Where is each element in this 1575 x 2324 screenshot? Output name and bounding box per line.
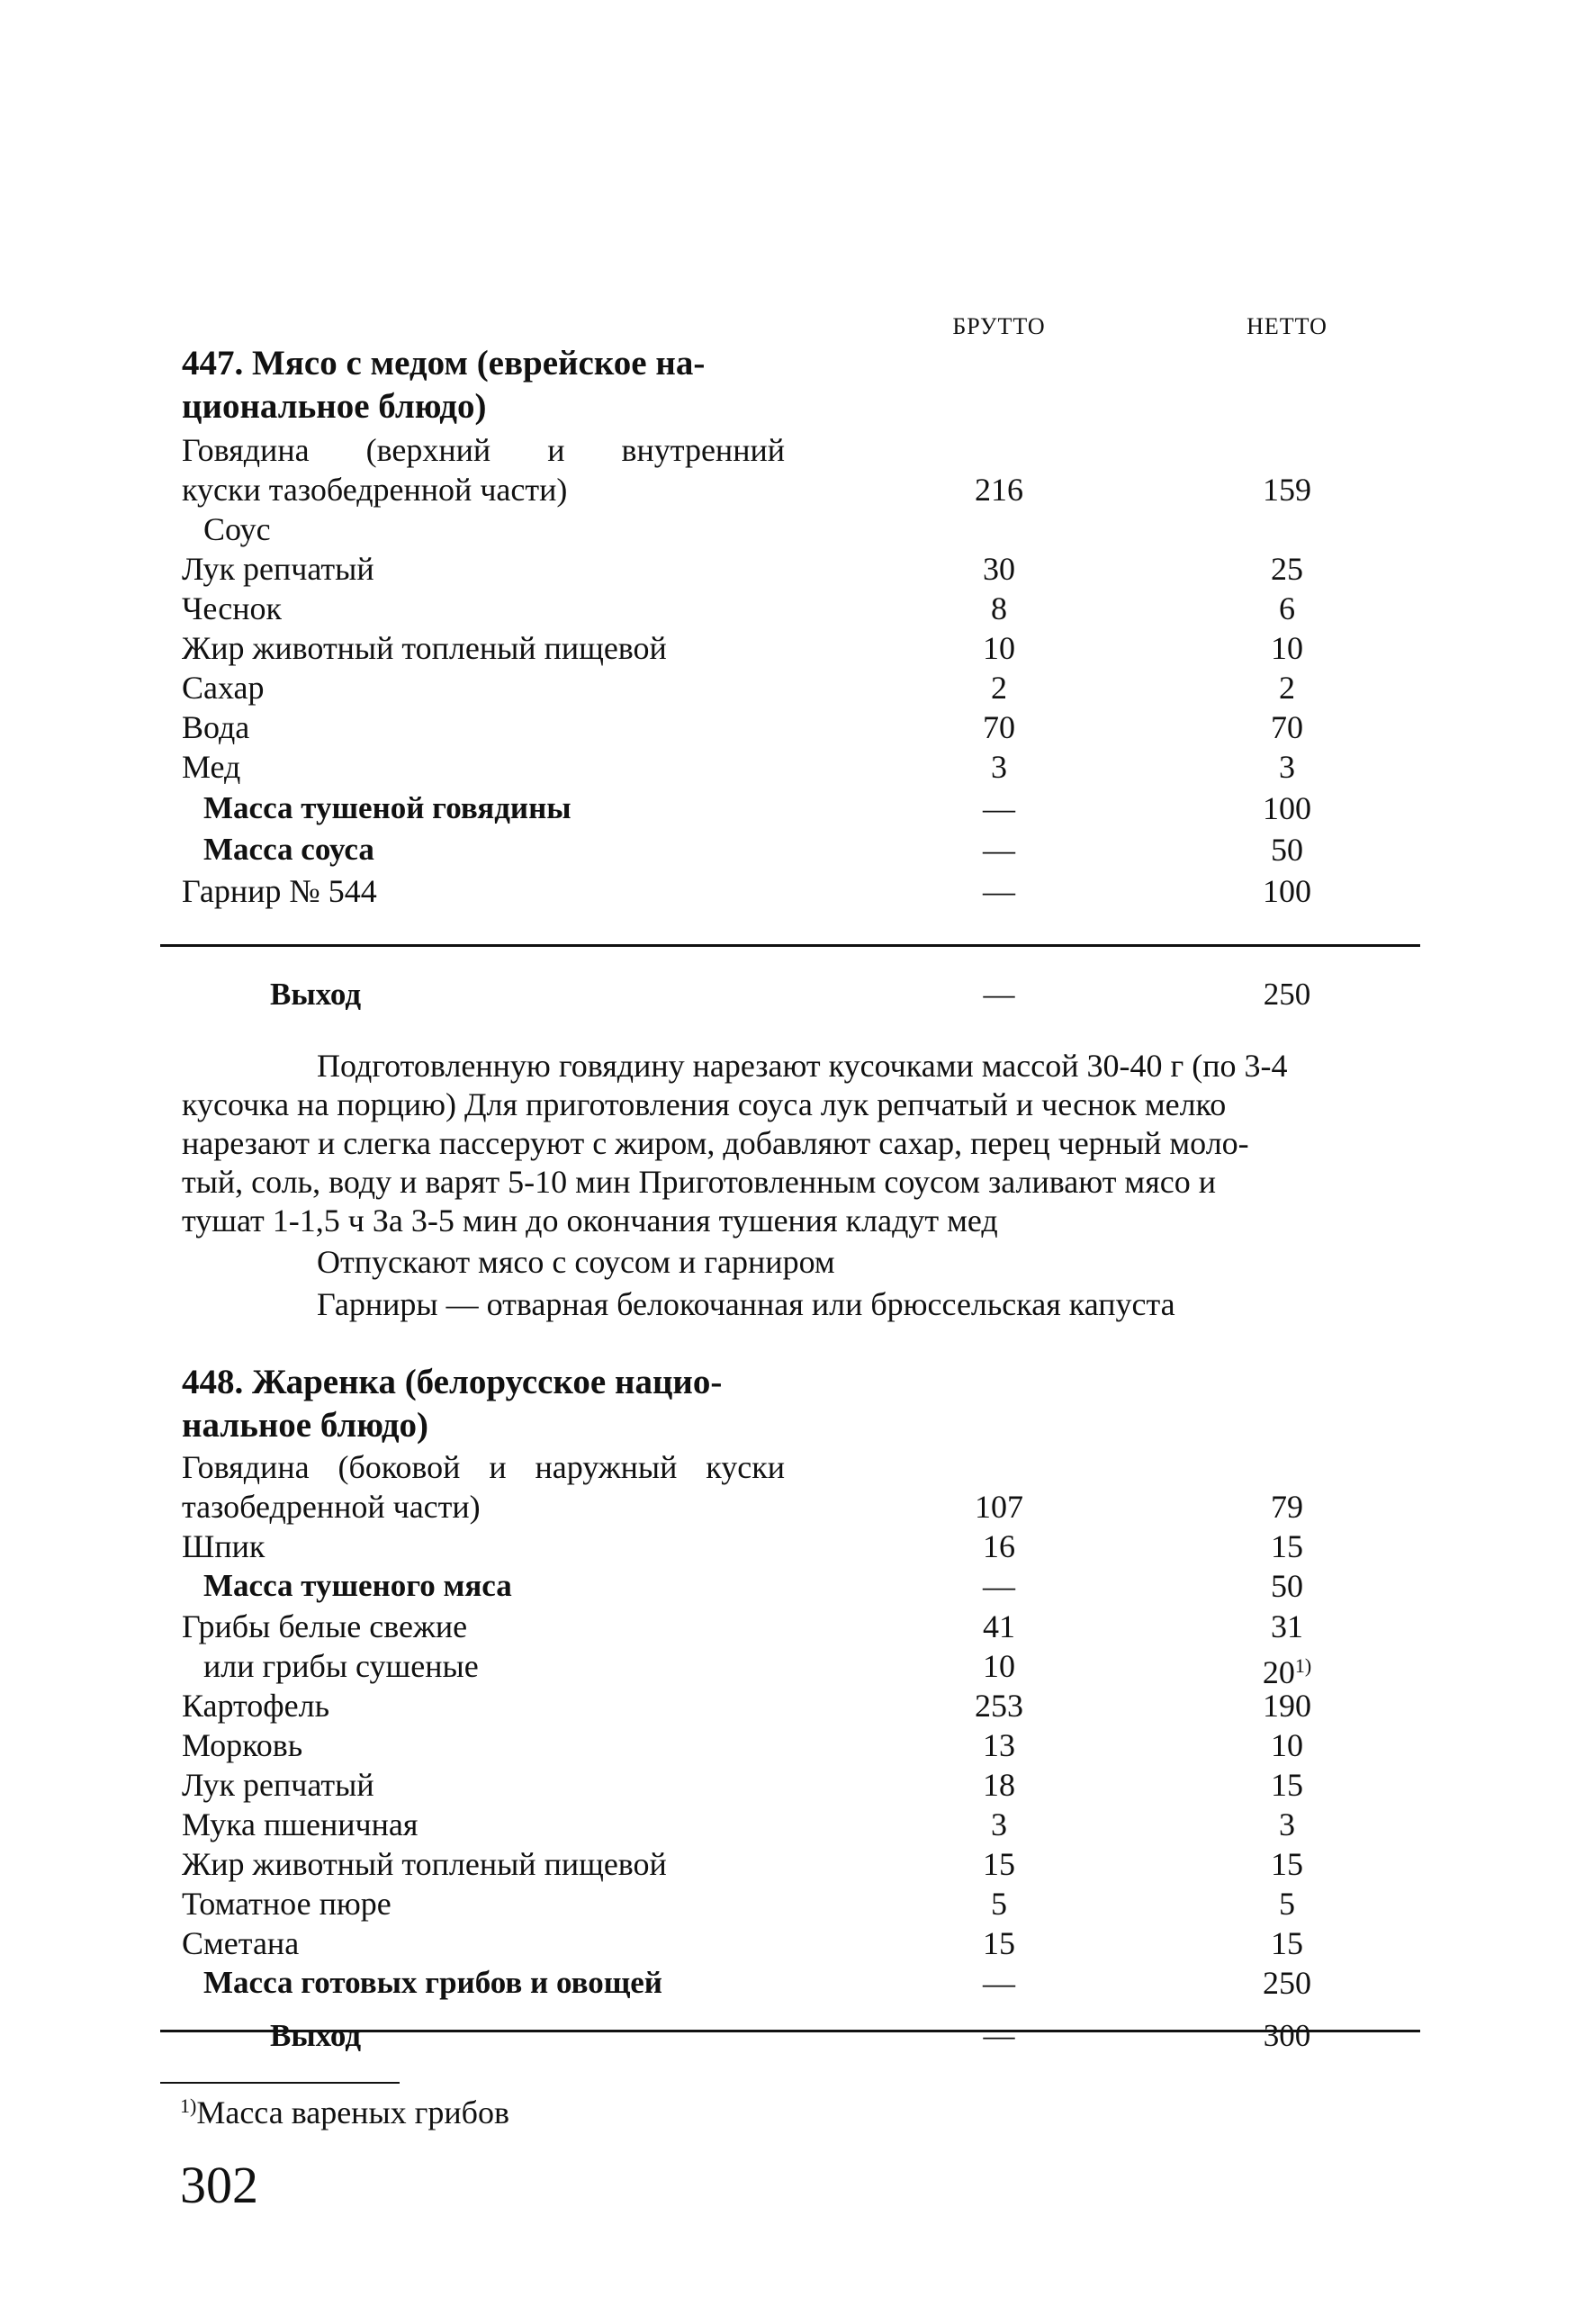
column-header-brutto: БРУТТО [952, 313, 1046, 339]
ingredient-row [0, 1765, 1575, 1805]
ingredient-row [0, 589, 1575, 628]
ingredient-name: Грибы белые свежие [182, 1608, 468, 1644]
brutto-value: — [983, 1965, 1015, 2001]
brutto-value: — [983, 873, 1015, 909]
yield-row [0, 975, 1575, 1014]
brutto-value: — [983, 1568, 1015, 1604]
instruction-line: тушат 1-1,5 ч За 3-5 мин до окончания тушения кладут мед [182, 1203, 998, 1239]
ingredient-row [0, 1805, 1575, 1844]
netto-value: 15 [1271, 1846, 1303, 1882]
ingredient-name: Лук репчатый [182, 1767, 374, 1803]
netto-value: 31 [1271, 1608, 1303, 1644]
netto-value: 2 [1279, 670, 1295, 706]
brutto-value: 15 [983, 1846, 1015, 1882]
ingredient-name: Мед [182, 749, 241, 785]
brutto-value: 15 [983, 1925, 1015, 1961]
brutto-value: 70 [983, 709, 1015, 745]
recipe-447-title: 447. Мясо с медом (еврейское на- циональное блюдо) [182, 344, 706, 426]
ingredient-row [0, 1447, 1575, 1487]
footnote [180, 2086, 509, 2132]
ingredient-name: тазобедренной части) [182, 1489, 481, 1525]
table-rule [160, 944, 1420, 947]
brutto-value: 30 [983, 551, 1015, 587]
recipe-447-instructions [182, 1047, 1422, 1240]
recipe-448-title: 448. Жаренка (белорусское нацио- нальное блюдо) [182, 1363, 723, 1445]
netto-value: 15 [1271, 1925, 1303, 1961]
brutto-value: 10 [983, 1648, 1015, 1684]
ingredient-row [0, 628, 1575, 668]
netto-value: 6 [1279, 590, 1295, 626]
mass-label: Масса тушеного мяса [203, 1568, 512, 1603]
ingredient-row [0, 1884, 1575, 1923]
ingredient-row [0, 1487, 1575, 1527]
brutto-value: 3 [991, 1806, 1007, 1842]
ingredient-row [0, 1844, 1575, 1884]
brutto-value: 16 [983, 1528, 1015, 1564]
ingredient-name: Картофель [182, 1688, 329, 1724]
brutto-value: 2 [991, 670, 1007, 706]
ingredient-name: Сахар [182, 670, 265, 706]
netto-value: 15 [1271, 1767, 1303, 1803]
serving-note: Отпускают мясо с соусом и гарниром [317, 1244, 835, 1280]
brutto-value: 8 [991, 590, 1007, 626]
netto-value: 100 [1263, 873, 1311, 909]
brutto-value: — [983, 790, 1015, 826]
instruction-line: тый, соль, воду и варят 5-10 мин Приготовленным соусом заливают мясо и [182, 1164, 1217, 1200]
brutto-value: 18 [983, 1767, 1015, 1803]
ingredient-row [0, 549, 1575, 589]
ingredient-row [0, 1527, 1575, 1566]
mass-label: Масса соуса [203, 832, 374, 867]
brutto-value: 13 [983, 1727, 1015, 1763]
ingredient-row [0, 747, 1575, 787]
footnote-text: Масса вареных грибов [196, 2094, 509, 2130]
netto-value: 100 [1263, 790, 1311, 826]
brutto-value: 5 [991, 1886, 1007, 1922]
mass-label: Масса тушеной говядины [203, 790, 572, 825]
netto-value: 50 [1271, 832, 1303, 868]
ingredient-name: куски тазобедренной части) [182, 472, 568, 508]
mass-row [0, 830, 1575, 869]
brutto-value: 107 [975, 1489, 1023, 1525]
netto-value: 300 [1263, 2018, 1311, 2053]
footnote-mark: 1) [180, 2094, 197, 2117]
ingredient-name: Вода [182, 709, 250, 745]
yield-label: Выход [270, 977, 362, 1012]
instruction-line: нарезают и слегка пассеруют с жиром, добавляют сахар, перец черный моло- [182, 1125, 1249, 1161]
brutto-value: 3 [991, 749, 1007, 785]
brutto-value: 41 [983, 1608, 1015, 1644]
netto-value: 3 [1279, 1806, 1295, 1842]
mass-row [0, 788, 1575, 828]
netto-value: 70 [1271, 709, 1303, 745]
mass-row [0, 1963, 1575, 2003]
yield-label: Выход [270, 2018, 362, 2053]
ingredient-row [0, 1725, 1575, 1765]
ingredient-row [0, 1686, 1575, 1725]
mass-row [0, 1566, 1575, 1606]
ingredient-row [0, 707, 1575, 747]
footnote-rule [160, 2082, 400, 2084]
netto-value: 250 [1263, 977, 1311, 1012]
netto-value: 79 [1271, 1489, 1303, 1525]
netto-value: 25 [1271, 551, 1303, 587]
ingredient-row [0, 1607, 1575, 1646]
netto-value: 3 [1279, 749, 1295, 785]
page-number: 302 [180, 2156, 258, 2214]
netto-value: 15 [1271, 1528, 1303, 1564]
netto-value: 50 [1271, 1568, 1303, 1604]
brutto-value: 216 [975, 472, 1023, 508]
netto-value: 250 [1263, 1965, 1311, 2001]
ingredient-row [0, 871, 1575, 911]
instruction-line: Подготовленную говядину нарезают кусочками массой 30-40 г (по 3-4 [317, 1048, 1288, 1084]
mass-label: Масса готовых грибов и овощей [203, 1965, 662, 2000]
ingredient-row [0, 470, 1575, 509]
netto-value: 20$^{1)}$ [1262, 1654, 1312, 1690]
ingredient-name: Томатное пюре [182, 1886, 392, 1922]
netto-value: 190 [1263, 1688, 1311, 1724]
ingredient-name: Говядина (боковой и наружный куски [182, 1449, 785, 1485]
brutto-value: — [983, 977, 1015, 1012]
brutto-value: — [983, 832, 1015, 868]
ingredient-name: Чеснок [182, 590, 283, 626]
section-label [0, 509, 1575, 549]
ingredient-name: Жир животный топленый пищевой [182, 630, 667, 666]
column-header-netto: НЕТТО [1246, 313, 1328, 339]
ingredient-name: Мука пшеничная [182, 1806, 418, 1842]
ingredient-row [0, 430, 1575, 470]
footnote-reference: 1) [1294, 1654, 1312, 1677]
ingredient-row [0, 668, 1575, 707]
ingredient-name: или грибы сушеные [203, 1648, 479, 1684]
ingredient-name: Гарнир № 544 [182, 873, 377, 909]
brutto-value: 253 [975, 1688, 1023, 1724]
garnish-note: Гарниры — отварная белокочанная или брюссельская капуста [317, 1286, 1175, 1322]
netto-value: 10 [1271, 630, 1303, 666]
brutto-value: — [983, 2018, 1015, 2053]
ingredient-row [0, 1923, 1575, 1963]
ingredient-name: Лук репчатый [182, 551, 374, 587]
instruction-line: кусочка на порцию) Для приготовления соуса лук репчатый и чеснок мелко [182, 1086, 1227, 1122]
ingredient-name: Говядина (верхний и внутренний [182, 432, 785, 468]
ingredient-name: Сметана [182, 1925, 300, 1961]
sauce-label: Соус [203, 511, 271, 547]
yield-row [0, 2016, 1575, 2056]
ingredient-name: Жир животный топленый пищевой [182, 1846, 667, 1882]
ingredient-name: Морковь [182, 1727, 303, 1763]
brutto-value: 10 [983, 630, 1015, 666]
netto-value: 5 [1279, 1886, 1295, 1922]
ingredient-name: Шпик [182, 1528, 266, 1564]
netto-value: 10 [1271, 1727, 1303, 1763]
ingredient-row [0, 1646, 1575, 1690]
netto-value: 159 [1263, 472, 1311, 508]
